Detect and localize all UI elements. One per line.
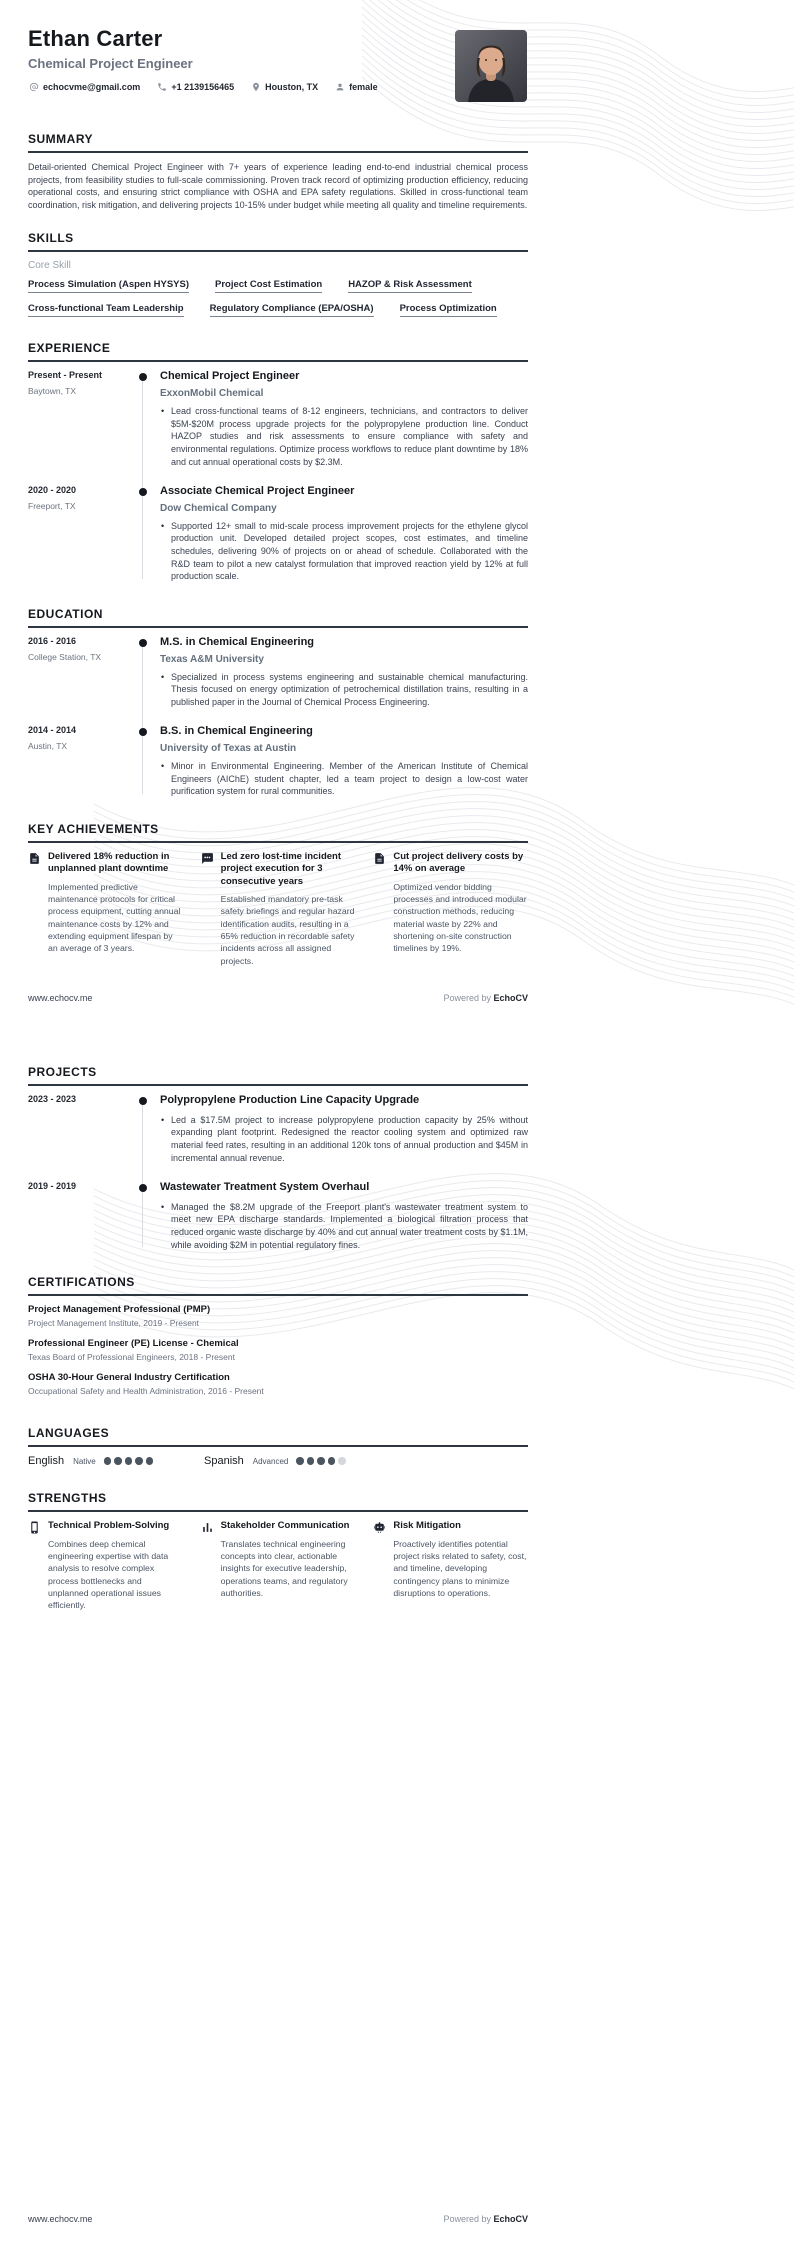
powered-by-label: Powered by	[443, 2214, 491, 2224]
entry-dates: 2019 - 2019	[28, 1181, 77, 1192]
powered-by-label: Powered by	[443, 992, 491, 1003]
level-dot	[146, 1457, 154, 1465]
timeline-dot	[139, 373, 147, 381]
contact-gender-text: female	[349, 81, 378, 92]
skills-group-label: Core Skill	[28, 260, 71, 272]
job-bullet: • Supported 12+ small to mid-scale process improvement projects for the ethylene glycol production unit. Developed detailed project scopes, cost estimates, and timeline schedules, delivering 90% of projects on or ahead of schedule. Collaborated with the R&D team to pilot a new catalyst formulation that improved reaction yield by 12% at full production scale.	[160, 520, 528, 583]
skill-item: Process Optimization	[400, 303, 497, 317]
project-title: Wastewater Treatment System Overhaul	[160, 1181, 370, 1194]
section-experience	[28, 341, 528, 586]
language-list	[28, 1455, 528, 1467]
entry-dates: 2016 - 2016	[28, 635, 77, 646]
section-heading-education: EDUCATION	[28, 607, 528, 628]
timeline	[132, 485, 154, 587]
profile-photo-image	[455, 30, 527, 102]
certification-issuer: Project Management Institute, 2019 - Present	[28, 1318, 200, 1329]
level-dot	[296, 1457, 304, 1465]
section-heading-achievements: KEY ACHIEVEMENTS	[28, 822, 528, 843]
candidate-title: Chemical Project Engineer	[28, 56, 193, 71]
section-heading-certifications: CERTIFICATIONS	[28, 1275, 528, 1296]
timeline-dot	[139, 1097, 147, 1105]
achievement-title: Cut project delivery costs by 14% on average	[393, 850, 524, 875]
profile-photo	[455, 30, 527, 102]
education-bullet: • Specialized in process systems engineering and sustainable chemical manufacturing. Thesis focused on energy optimization of petrochemical distillation trains, resulting in a published paper in the Journal of Chemical Process Engineering.	[160, 671, 528, 709]
timeline	[132, 1094, 154, 1168]
skill-item: Process Simulation (Aspen HYSYS)	[28, 279, 189, 293]
page-footer	[28, 993, 528, 1003]
at-icon	[28, 81, 39, 92]
level-dot	[135, 1457, 143, 1465]
experience-entry	[28, 485, 528, 587]
candidate-name: Ethan Carter	[28, 26, 163, 51]
company-name: ExxonMobil Chemical	[160, 388, 264, 400]
section-strengths	[28, 1491, 528, 1611]
job-title: Chemical Project Engineer	[160, 370, 300, 383]
contact-email-text: echocvme@gmail.com	[43, 81, 141, 92]
project-title: Polypropylene Production Line Capacity Upgrade	[160, 1093, 420, 1106]
entry-dates: 2014 - 2014	[28, 725, 77, 736]
achievement-card	[373, 851, 528, 967]
certification-name: OSHA 30-Hour General Industry Certification	[28, 1372, 230, 1384]
timeline-dot	[139, 1184, 147, 1192]
skill-list	[28, 279, 528, 317]
experience-entry	[28, 370, 528, 472]
robot-icon	[373, 1520, 386, 1539]
language-name: English	[28, 1455, 65, 1468]
project-entry	[28, 1094, 528, 1168]
file-icon	[28, 851, 41, 870]
achievement-text: Established mandatory pre-task safety briefings and regular hazard identification audits, resulting in a 65% reduction in recordable safety incidents across all assigned projects.	[220, 893, 355, 966]
level-dot	[328, 1457, 336, 1465]
certification-issuer: Texas Board of Professional Engineers, 2018 - Present	[28, 1352, 235, 1363]
strength-text: Proactively identifies potential project risks related to safety, cost, and timeline, developing contingency plans to minimize disruptions to operations.	[393, 1538, 527, 1598]
file-icon	[373, 851, 386, 870]
degree-title: B.S. in Chemical Engineering	[160, 725, 313, 738]
strength-card	[28, 1520, 183, 1611]
language-level-label: Advanced	[252, 1456, 289, 1466]
entry-dates: Present - Present	[28, 370, 103, 381]
section-summary	[28, 132, 528, 211]
entry-location: Freeport, TX	[28, 500, 76, 511]
achievement-title: Delivered 18% reduction in unplanned plant downtime	[48, 850, 170, 875]
project-bullet: • Led a $17.5M project to increase polypropylene production capacity by 25% without expanding plant footprint. Redesigned the reactor cooling system and optimized raw material feed rates, resulting in an additional 120k tons of annual production and $45M in incremental annual revenue.	[160, 1114, 528, 1164]
contact-email[interactable]	[28, 81, 140, 92]
page-footer-bottom	[28, 2214, 528, 2224]
contact-phone[interactable]	[156, 81, 234, 92]
language-level-dots	[296, 1457, 346, 1465]
summary-text: Detail-oriented Chemical Project Engineer with 7+ years of experience leading end-to-end industrial chemical process projects, from feasibility studies to full-scale commissioning. Proven track record of optimizing production efficiency, reducing operational costs, and ensuring strict compliance with OSHA and EPA safety regulations. Skilled in cross-functional team coordination, risk mitigation, and delivering projects 10-15% under budget while meeting all quality and timeline requirements.	[28, 162, 528, 210]
echocv-brand-link[interactable]: EchoCV	[493, 992, 528, 1003]
section-heading-experience: EXPERIENCE	[28, 341, 528, 362]
phone-icon	[156, 81, 167, 92]
certification-name: Professional Engineer (PE) License - Chemical	[28, 1338, 239, 1350]
level-dot	[125, 1457, 133, 1465]
bar-chart-icon	[201, 1520, 214, 1539]
contact-location-text: Houston, TX	[265, 81, 319, 92]
education-bullet: • Minor in Environmental Engineering. Member of the American Institute of Chemical Engineers (AIChE) student chapter, led a team project to design a low-cost water purification system for rural communities.	[160, 760, 528, 798]
smartphone-icon	[28, 1520, 41, 1539]
contact-location	[250, 81, 318, 92]
certification-item	[28, 1304, 528, 1328]
achievement-card	[201, 851, 356, 967]
strength-title: Risk Mitigation	[393, 1520, 461, 1532]
level-dot	[307, 1457, 315, 1465]
experience-entries	[28, 370, 528, 586]
timeline-dot	[139, 728, 147, 736]
section-heading-projects: PROJECTS	[28, 1065, 528, 1086]
education-entry	[28, 636, 528, 713]
level-dot	[104, 1457, 112, 1465]
achievement-text: Optimized vendor bidding processes and introduced modular construction methods, reducing material waste by 22% and shortening on-site construction timelines by 19%.	[393, 881, 527, 954]
section-heading-languages: LANGUAGES	[28, 1426, 528, 1447]
strength-card	[201, 1520, 356, 1611]
language-level-label: Native	[73, 1456, 96, 1466]
timeline	[132, 1181, 154, 1255]
strength-text: Combines deep chemical engineering expertise with data analysis to resolve complex process bottlenecks and unplanned operational issues efficiently.	[48, 1538, 169, 1611]
language-name: Spanish	[204, 1455, 244, 1468]
site-link[interactable]: www.echocv.me	[28, 992, 93, 1003]
location-pin-icon	[250, 81, 261, 92]
powered-by	[443, 993, 528, 1003]
entry-location: Austin, TX	[28, 741, 68, 752]
company-name: Dow Chemical Company	[160, 502, 277, 514]
contact-gender	[334, 81, 378, 92]
section-education	[28, 607, 528, 802]
job-bullet: • Lead cross-functional teams of 8-12 engineers, technicians, and contractors to deliver $5M-$20M process upgrade projects for the polypropylene production line. Conduct HAZOP studies and risk assessments to ensure compliance with safety and environmental regulations. Optimize process workflows to reduce plant downtime by 18% and cut annual operational costs by $2.3M.	[160, 405, 528, 468]
section-certifications	[28, 1275, 528, 1396]
strength-title: Stakeholder Communication	[220, 1520, 350, 1532]
entry-dates: 2023 - 2023	[28, 1093, 77, 1104]
education-entries	[28, 636, 528, 802]
school-name: University of Texas at Austin	[160, 743, 297, 755]
degree-title: M.S. in Chemical Engineering	[160, 635, 315, 648]
site-link[interactable]: www.echocv.me	[28, 2214, 93, 2224]
language-level-dots	[104, 1457, 154, 1465]
strength-title: Technical Problem-Solving	[48, 1520, 170, 1532]
job-title: Associate Chemical Project Engineer	[160, 485, 355, 498]
timeline	[132, 725, 154, 802]
certification-item	[28, 1338, 528, 1362]
level-dot	[317, 1457, 325, 1465]
skill-item: Regulatory Compliance (EPA/OSHA)	[210, 303, 374, 317]
skill-item: Project Cost Estimation	[215, 279, 322, 293]
achievement-title: Led zero lost-time incident project execution for 3 consecutive years	[220, 850, 342, 887]
person-icon	[334, 81, 345, 92]
echocv-brand-link[interactable]: EchoCV	[493, 2214, 528, 2224]
strength-cards	[28, 1520, 528, 1611]
contact-phone-text: +1 2139156465	[171, 81, 235, 92]
language-item	[28, 1455, 204, 1467]
project-entries	[28, 1094, 528, 1255]
section-languages	[28, 1426, 528, 1467]
school-name: Texas A&M University	[160, 653, 264, 665]
contact-row	[28, 81, 528, 92]
resume-header	[28, 26, 528, 92]
certification-name: Project Management Professional (PMP)	[28, 1304, 211, 1316]
education-entry	[28, 725, 528, 802]
timeline-dot	[139, 488, 147, 496]
strength-card	[373, 1520, 528, 1611]
achievement-card	[28, 851, 183, 967]
timeline	[132, 370, 154, 472]
timeline	[132, 636, 154, 713]
project-bullet: • Managed the $8.2M upgrade of the Freeport plant's wastewater treatment system to meet new EPA discharge standards. Implemented a biological filtration process that reduced organic waste discharge by 40% and cut annual water treatment costs by $1.1M, while avoiding $2M in potential regulatory fines.	[160, 1201, 528, 1251]
section-heading-strengths: STRENGTHS	[28, 1491, 528, 1512]
powered-by	[443, 2214, 528, 2224]
entry-dates: 2020 - 2020	[28, 485, 77, 496]
timeline-dot	[139, 639, 147, 647]
language-item	[204, 1455, 380, 1467]
certification-item	[28, 1372, 528, 1396]
achievement-text: Implemented predictive maintenance protocols for critical process equipment, cutting annual maintenance costs by 12% and extending equipment lifespan by an average of 3 years.	[48, 881, 181, 954]
chat-bubble-icon	[201, 851, 214, 870]
entry-location: Baytown, TX	[28, 386, 77, 397]
section-heading-summary: SUMMARY	[28, 132, 528, 153]
skill-item: HAZOP & Risk Assessment	[348, 279, 472, 293]
section-achievements	[28, 822, 528, 967]
strength-text: Translates technical engineering concepts into clear, actionable insights for executive leadership, operations teams, and regulatory authorities.	[220, 1538, 348, 1598]
achievement-cards	[28, 851, 528, 967]
section-skills	[28, 231, 528, 317]
level-dot	[338, 1457, 346, 1465]
level-dot	[114, 1457, 122, 1465]
section-heading-skills: SKILLS	[28, 231, 528, 252]
project-entry	[28, 1181, 528, 1255]
skill-item: Cross-functional Team Leadership	[28, 303, 184, 317]
certification-issuer: Occupational Safety and Health Administration, 2016 - Present	[28, 1386, 264, 1397]
entry-location: College Station, TX	[28, 651, 102, 662]
section-projects	[28, 1065, 528, 1255]
